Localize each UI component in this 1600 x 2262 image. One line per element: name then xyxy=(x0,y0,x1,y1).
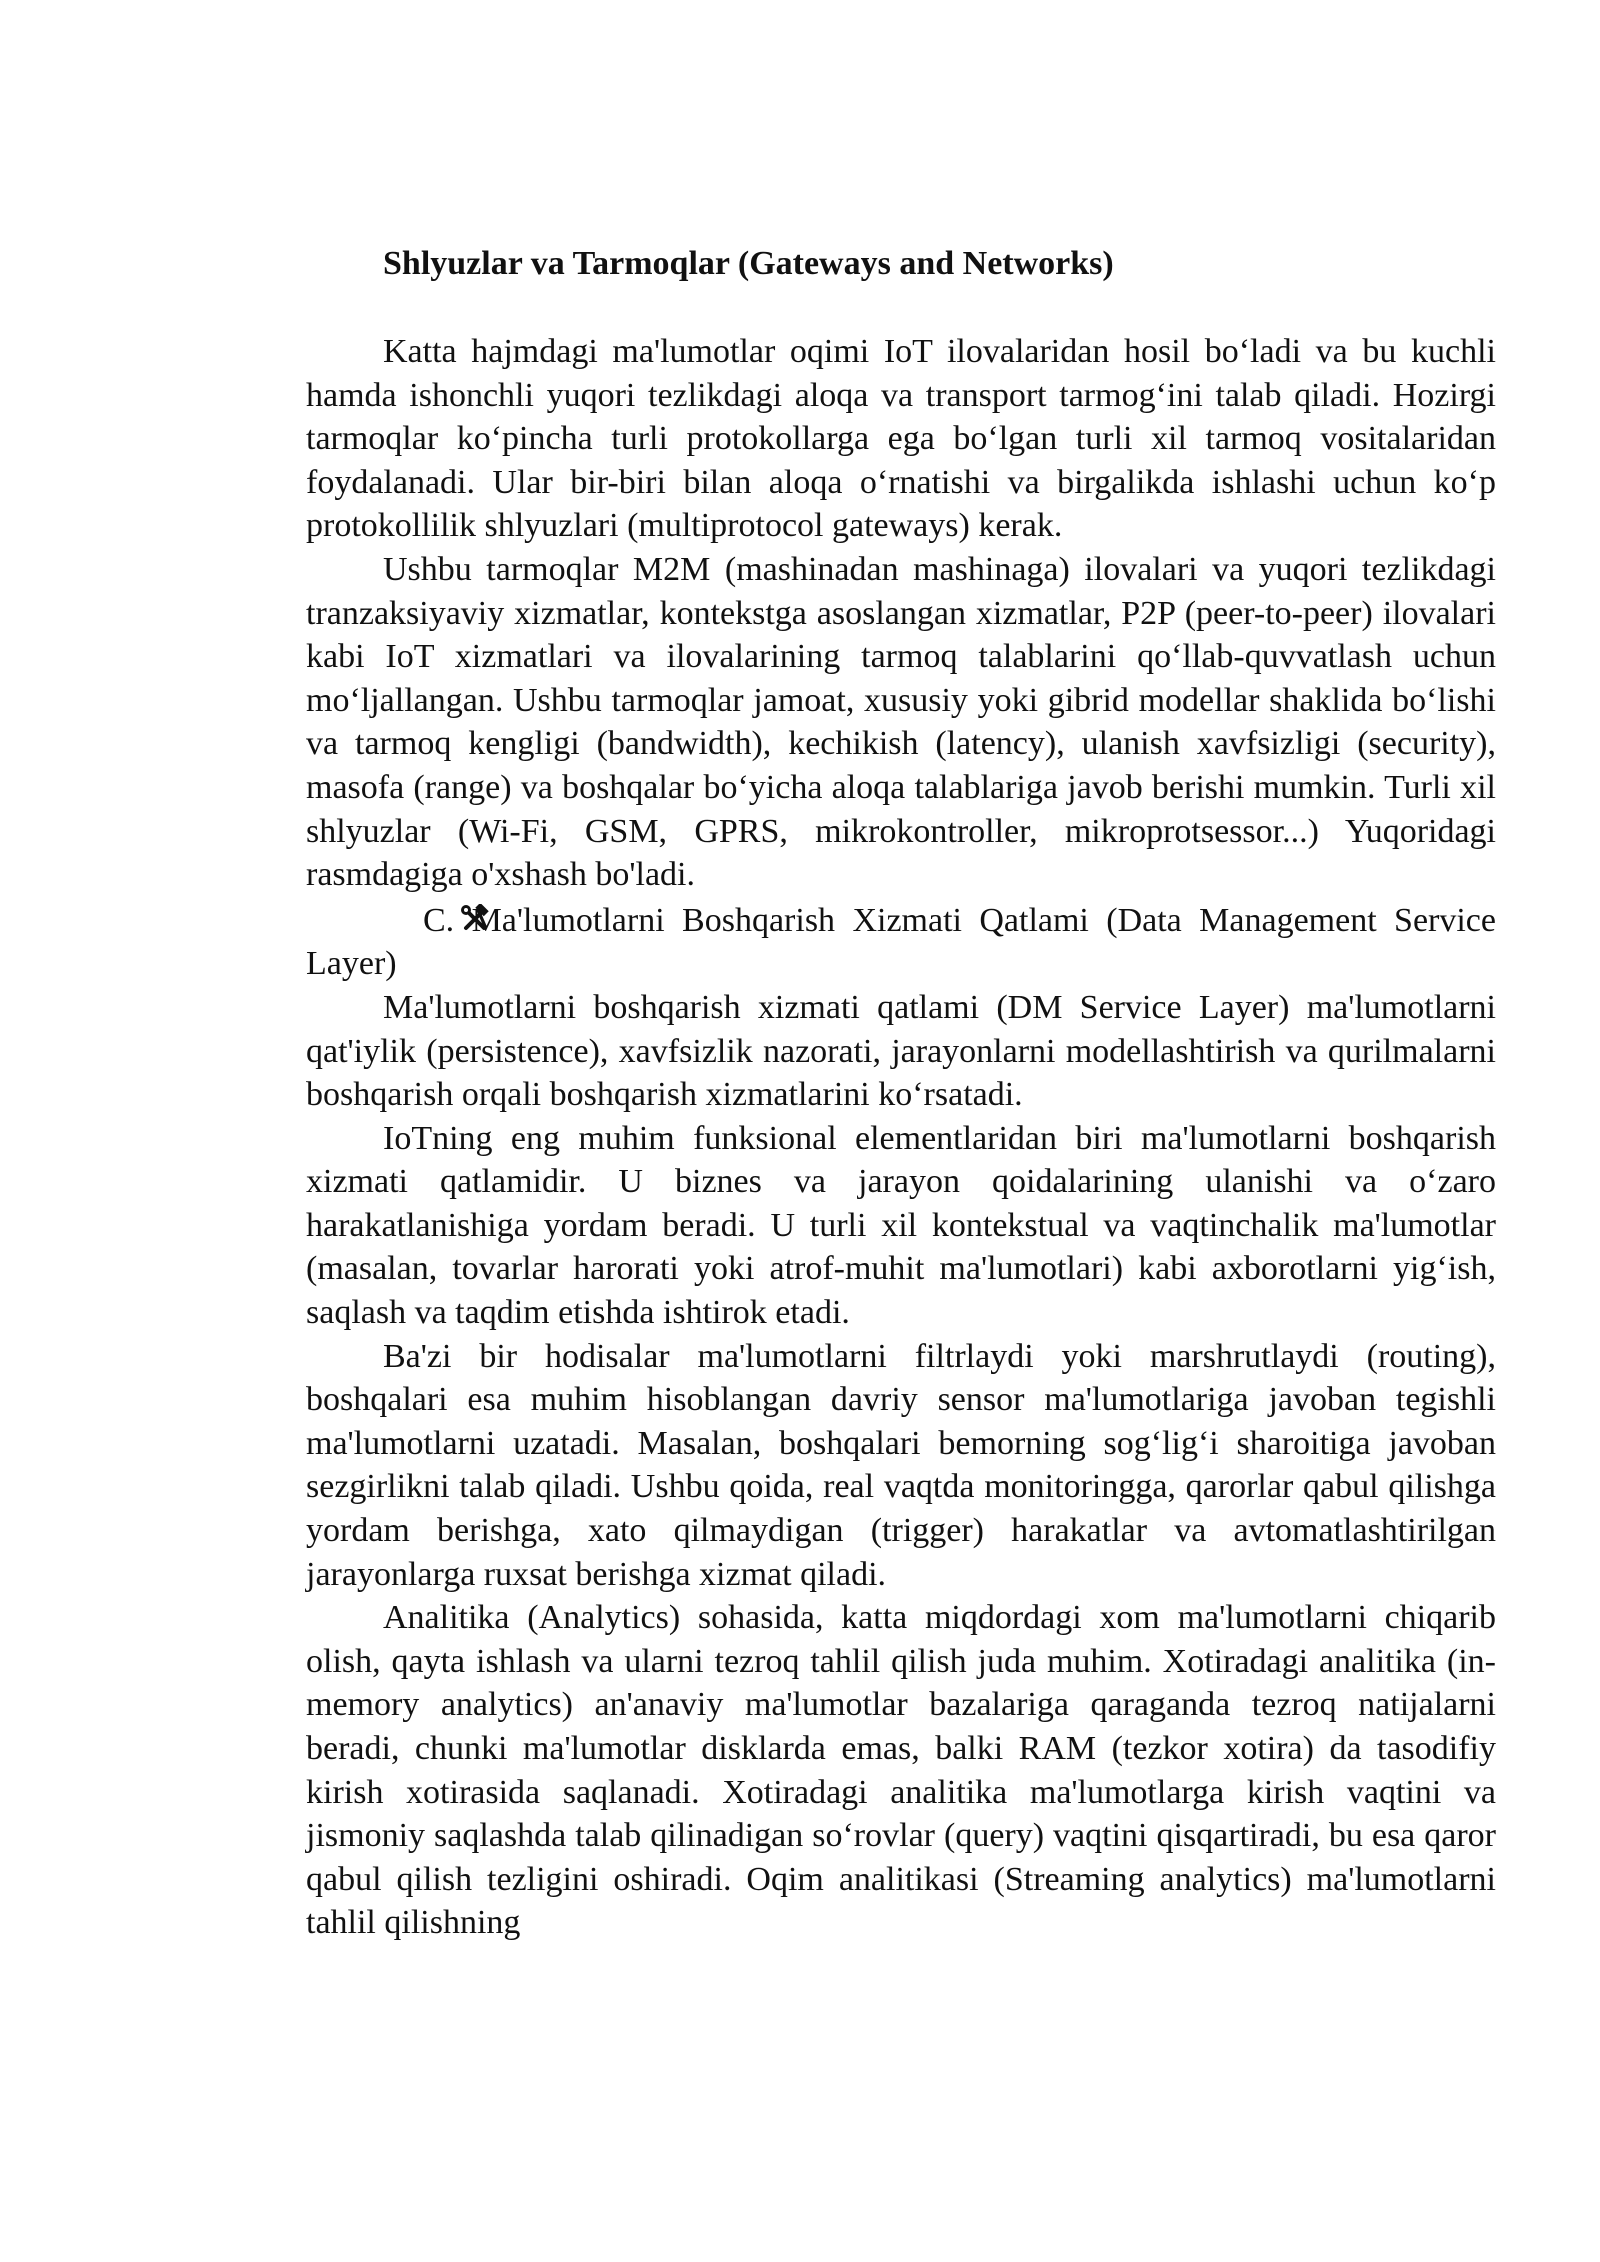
paragraph-networks-requirements: Ushbu tarmoqlar M2M (mashinadan mashinaga) ilovalari va yuqori tezlikdagi tranzaksiyaviy xizmatlar, kontekstga asoslangan xizmatlar, P2P (peer-to-peer) ilovalari kabi IoT xizmatlari va ilovalarining tarmoq talablarini qo‘llab-quvvatlash uchun mo‘ljallangan. Ushbu tarmoqlar jamoat, xususiy yoki gibrid modellar shaklida bo‘lishi va tarmoq kengligi (bandwidth), kechikish (latency), ulanish xavfsizligi (security), masofa (range) va boshqalar bo‘yicha aloqa talablariga javob berishi mumkin. Turli xil shlyuzlar (Wi-Fi, GSM, GPRS, mikrokontroller, mikroprotsessor...) Yuqoridagi rasmdagiga o'xshash bo'ladi. xyxy=(306,550,1496,894)
document-page xyxy=(306,236,1496,1945)
section-title: C. Ma'lumotlarni Boshqarish Xizmati Qatlami (Data Management Service Layer) xyxy=(306,901,1496,983)
document-heading: Shlyuzlar va Tarmoqlar (Gateways and Networks) xyxy=(383,245,1114,282)
paragraph-gateways-intro: Katta hajmdagi ma'lumotlar oqimi IoT ilovalaridan hosil bo‘ladi va bu kuchli hamda ishonchli yuqori tezlikdagi aloqa va transport tarmog‘ini talab qiladi. Hozirgi tarmoqlar ko‘pincha turli protokollarga ega bo‘lgan turli xil tarmoq vositalaridan foydalanadi. Ular bir-biri bilan aloqa o‘rnatishi va birgalikda ishlashi uchun ko‘p protokollilik shlyuzlari (multiprotocol gateways) kerak. xyxy=(306,333,1496,545)
paragraph-events-routing: Ba'zi bir hodisalar ma'lumotlarni filtrlaydi yoki marshrutlaydi (routing), boshqalari esa muhim hisoblangan davriy sensor ma'lumotlariga javoban tegishli ma'lumotlarni uzatadi. Masalan, boshqalari bemorning sog‘lig‘i sharoitiga javoban sezgirlikni talab qiladi. Ushbu qoida, real vaqtda monitoringga, qarorlar qabul qilishga yordam berishga, xato qilmaydigan (trigger) harakatlar va avtomatlashtirilgan jarayonlarga ruxsat berishga xizmat qiladi. xyxy=(306,1337,1496,1593)
paragraph-dm-layer: Ma'lumotlarni boshqarish xizmati qatlami (DM Service Layer) ma'lumotlarni qat'iylik (persistence), xavfsizlik nazorati, jarayonlarni modellashtirish va qurilmalarni boshqarish orqali boshqarish xizmatlarini ko‘rsatadi. xyxy=(306,988,1496,1114)
paragraph-analytics: Analitika (Analytics) sohasida, katta miqdordagi xom ma'lumotlarni chiqarib olish, qayta ishlash va ularni tezroq tahlil qilish juda muhim. Xotiradagi analitika (in-memory analytics) an'anaviy ma'lumotlar bazalariga qaraganda tezroq natijalarni beradi, chunki ma'lumotlar disklarda emas, balki RAM (tezkor xotira) da tasodifiy kirish xotirasida saqlanadi. Xotiradagi analitika ma'lumotlarga kirish vaqtini va jismoniy saqlashda talab qilinadigan so‘rovlar (query) vaqtini qisqartiradi, bu esa qaror qabul qilish tezligini oshiradi. Oqim analitikasi (Streaming analytics) ma'lumotlarni tahlil qilishning xyxy=(306,1599,1496,1942)
section-heading xyxy=(306,899,1496,986)
hammer-and-wrench-icon xyxy=(383,902,413,932)
paragraph-dm-importance: IoTning eng muhim funksional elementlaridan biri ma'lumotlarni boshqarish xizmati qatlamidir. U biznes va jarayon qoidalarining ulanishi va o‘zaro harakatlanishiga yordam beradi. U turli xil kontekstual va vaqtinchalik ma'lumotlar (masalan, tovarlar harorati yoki atrof-muhit ma'lumotlari) kabi axborotlarni yig‘ish, saqlash va taqdim etishda ishtirok etadi. xyxy=(306,1119,1496,1332)
